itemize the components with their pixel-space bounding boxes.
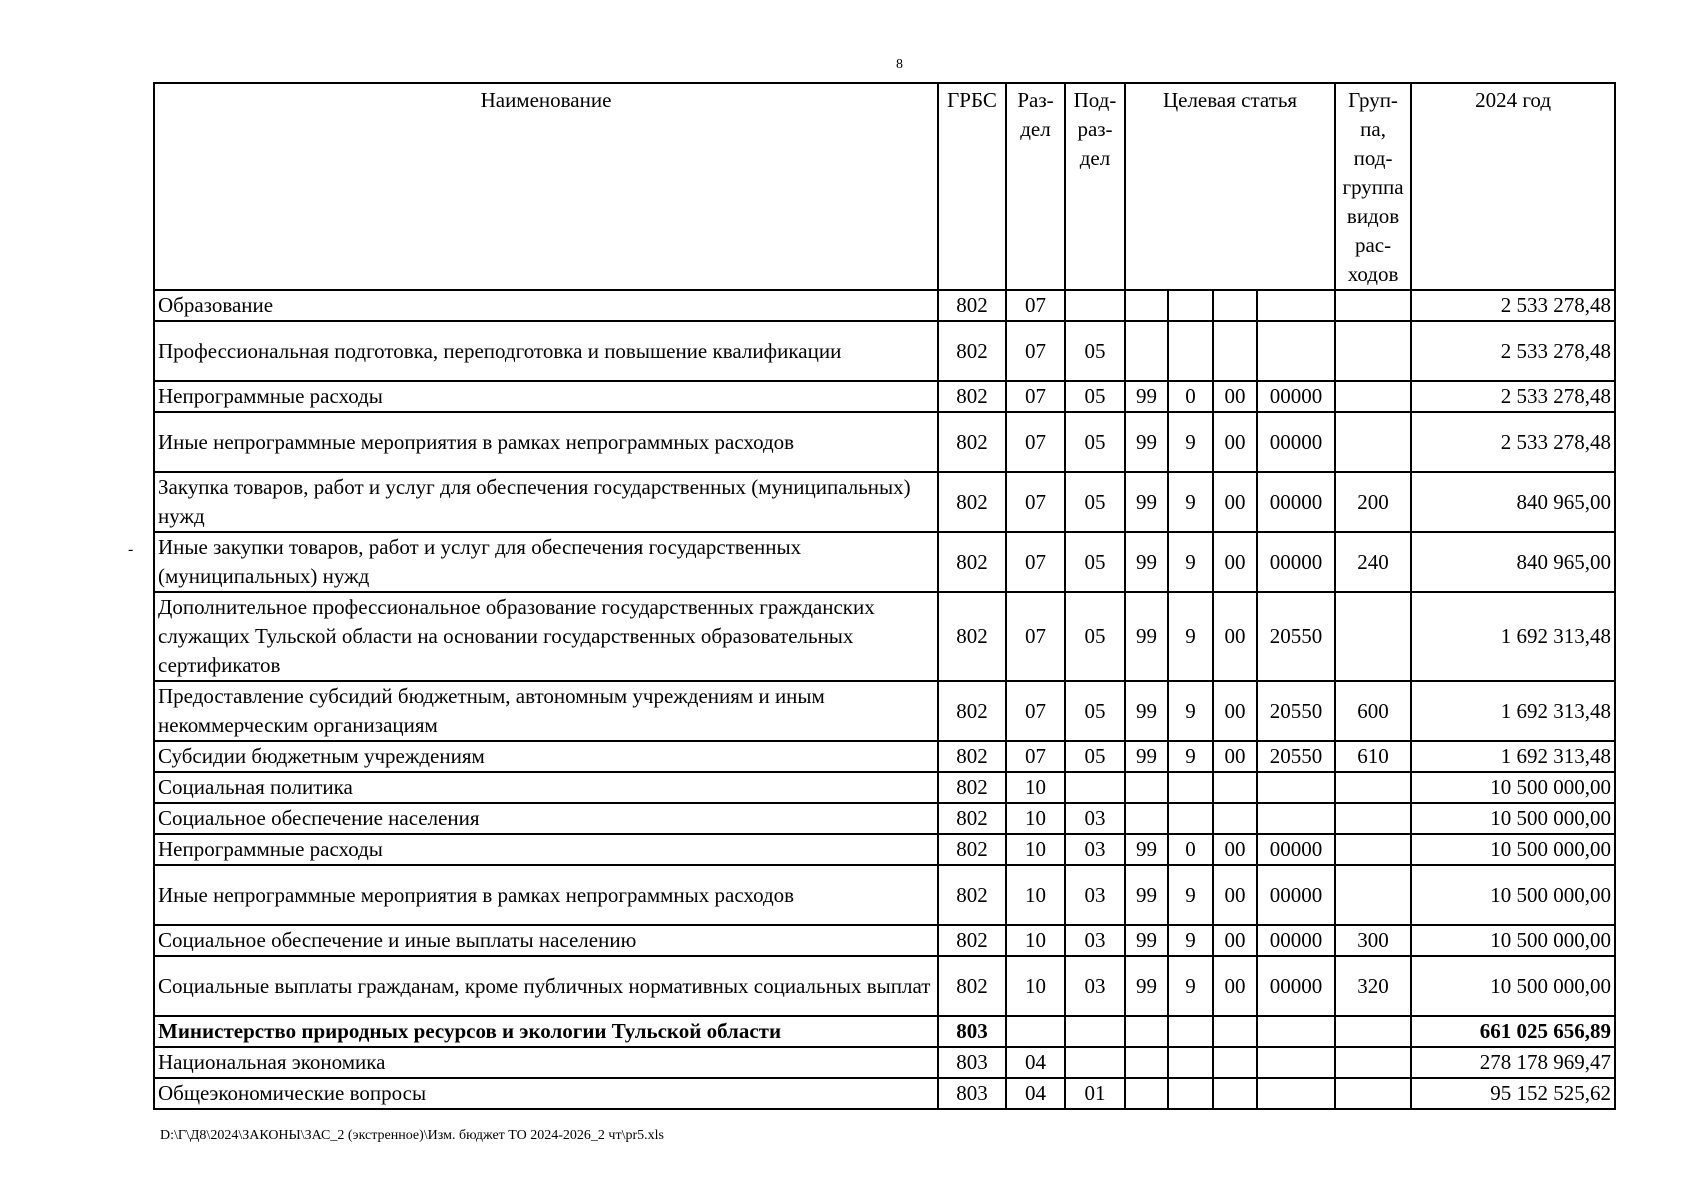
- row-name: Министерство природных ресурсов и экологии Тульской области: [154, 1016, 938, 1047]
- row-expense-group: [1335, 412, 1411, 472]
- row-target-main-event: [1213, 803, 1257, 834]
- row-razdel: 10: [1006, 865, 1065, 925]
- table-body: [154, 290, 1615, 1109]
- row-name: Социальное обеспечение и иные выплаты населению: [154, 925, 938, 956]
- row-amount-2024: 10 500 000,00: [1411, 865, 1615, 925]
- row-amount-2024: 2 533 278,48: [1411, 381, 1615, 412]
- row-target-direction: 00000: [1257, 925, 1335, 956]
- row-target-program: 99: [1125, 925, 1168, 956]
- table-row: [154, 925, 1615, 956]
- row-target-main-event: 00: [1213, 741, 1257, 772]
- row-target-main-event: 00: [1213, 472, 1257, 532]
- row-target-main-event: 00: [1213, 592, 1257, 681]
- table-row: [154, 381, 1615, 412]
- row-target-direction: 00000: [1257, 381, 1335, 412]
- row-amount-2024: 1 692 313,48: [1411, 681, 1615, 741]
- row-razdel: 07: [1006, 681, 1065, 741]
- row-name: Непрограммные расходы: [154, 834, 938, 865]
- row-name: Социальные выплаты гражданам, кроме публичных нормативных социальных выплат: [154, 956, 938, 1016]
- row-target-main-event: 00: [1213, 681, 1257, 741]
- row-expense-group: 600: [1335, 681, 1411, 741]
- row-razdel: 07: [1006, 472, 1065, 532]
- row-target-subprogram: 9: [1168, 412, 1213, 472]
- row-target-direction: [1257, 1047, 1335, 1078]
- row-name: Субсидии бюджетным учреждениям: [154, 741, 938, 772]
- row-razdel: 10: [1006, 803, 1065, 834]
- header-gruppa: Груп- па, под- группа видов рас- ходов: [1335, 83, 1411, 290]
- row-expense-group: [1335, 865, 1411, 925]
- row-target-subprogram: [1168, 1047, 1213, 1078]
- row-grbs: 803: [938, 1078, 1006, 1109]
- row-target-direction: [1257, 1078, 1335, 1109]
- row-target-subprogram: [1168, 321, 1213, 381]
- row-grbs: 802: [938, 741, 1006, 772]
- row-name: Социальное обеспечение населения: [154, 803, 938, 834]
- row-razdel: 07: [1006, 381, 1065, 412]
- row-expense-group: [1335, 1016, 1411, 1047]
- row-podrazdel: [1065, 772, 1125, 803]
- row-target-main-event: [1213, 290, 1257, 321]
- row-grbs: 802: [938, 956, 1006, 1016]
- row-target-program: 99: [1125, 532, 1168, 592]
- table-row: [154, 592, 1615, 681]
- row-target-subprogram: 9: [1168, 472, 1213, 532]
- row-grbs: 802: [938, 772, 1006, 803]
- row-podrazdel: 05: [1065, 472, 1125, 532]
- row-target-program: [1125, 1016, 1168, 1047]
- header-celevaya-statya: Целевая статья: [1125, 83, 1335, 290]
- row-podrazdel: 05: [1065, 681, 1125, 741]
- table-row: [154, 741, 1615, 772]
- header-name: Наименование: [154, 83, 938, 290]
- row-razdel: 07: [1006, 592, 1065, 681]
- row-target-direction: 20550: [1257, 681, 1335, 741]
- row-expense-group: 320: [1335, 956, 1411, 1016]
- row-target-main-event: [1213, 1016, 1257, 1047]
- row-grbs: 802: [938, 803, 1006, 834]
- row-target-subprogram: [1168, 803, 1213, 834]
- row-podrazdel: 03: [1065, 865, 1125, 925]
- header-row: [154, 83, 1615, 290]
- row-podrazdel: 05: [1065, 321, 1125, 381]
- row-grbs: 802: [938, 834, 1006, 865]
- table-row: [154, 290, 1615, 321]
- table-row: [154, 1016, 1615, 1047]
- row-target-program: 99: [1125, 956, 1168, 1016]
- row-podrazdel: [1065, 1047, 1125, 1078]
- table-row: [154, 956, 1615, 1016]
- table-row: [154, 834, 1615, 865]
- row-expense-group: 240: [1335, 532, 1411, 592]
- row-amount-2024: 1 692 313,48: [1411, 592, 1615, 681]
- row-razdel: 07: [1006, 412, 1065, 472]
- table-row: [154, 865, 1615, 925]
- row-grbs: 803: [938, 1047, 1006, 1078]
- row-target-subprogram: 9: [1168, 681, 1213, 741]
- row-podrazdel: 01: [1065, 1078, 1125, 1109]
- table-row: [154, 472, 1615, 532]
- row-name: Иные непрограммные мероприятия в рамках непрограммных расходов: [154, 412, 938, 472]
- row-podrazdel: 05: [1065, 592, 1125, 681]
- row-target-program: 99: [1125, 741, 1168, 772]
- row-expense-group: [1335, 321, 1411, 381]
- table-row: [154, 1078, 1615, 1109]
- header-razdel: Раз- дел: [1006, 83, 1065, 290]
- header-year: 2024 год: [1411, 83, 1615, 290]
- row-target-direction: 00000: [1257, 956, 1335, 1016]
- row-target-program: 99: [1125, 412, 1168, 472]
- row-razdel: 04: [1006, 1047, 1065, 1078]
- row-podrazdel: 03: [1065, 956, 1125, 1016]
- row-target-subprogram: [1168, 1016, 1213, 1047]
- row-podrazdel: [1065, 290, 1125, 321]
- row-target-program: 99: [1125, 865, 1168, 925]
- margin-mark: -: [128, 541, 134, 558]
- row-expense-group: [1335, 772, 1411, 803]
- header-podrazdel: Под- раз- дел: [1065, 83, 1125, 290]
- row-target-program: [1125, 321, 1168, 381]
- row-razdel: 10: [1006, 834, 1065, 865]
- row-target-direction: [1257, 803, 1335, 834]
- row-razdel: 07: [1006, 321, 1065, 381]
- row-target-main-event: [1213, 1078, 1257, 1109]
- row-name: Предоставление субсидий бюджетным, автономным учреждениям и иным некоммерческим организациям: [154, 681, 938, 741]
- row-amount-2024: 10 500 000,00: [1411, 772, 1615, 803]
- row-target-subprogram: 9: [1168, 956, 1213, 1016]
- row-name: Общеэкономические вопросы: [154, 1078, 938, 1109]
- row-target-direction: 00000: [1257, 834, 1335, 865]
- row-expense-group: [1335, 290, 1411, 321]
- row-name: Дополнительное профессиональное образование государственных гражданских служащих Тульской области на основании государственных образовательных сертификатов: [154, 592, 938, 681]
- row-podrazdel: 05: [1065, 381, 1125, 412]
- row-grbs: 802: [938, 412, 1006, 472]
- row-grbs: 802: [938, 532, 1006, 592]
- table-row: [154, 412, 1615, 472]
- row-podrazdel: 05: [1065, 741, 1125, 772]
- row-amount-2024: 2 533 278,48: [1411, 290, 1615, 321]
- row-amount-2024: 2 533 278,48: [1411, 321, 1615, 381]
- row-name: Образование: [154, 290, 938, 321]
- row-target-main-event: 00: [1213, 925, 1257, 956]
- row-target-subprogram: 9: [1168, 925, 1213, 956]
- row-expense-group: 610: [1335, 741, 1411, 772]
- row-target-subprogram: 9: [1168, 532, 1213, 592]
- row-target-subprogram: [1168, 290, 1213, 321]
- row-target-direction: 00000: [1257, 865, 1335, 925]
- row-expense-group: [1335, 592, 1411, 681]
- row-grbs: 802: [938, 472, 1006, 532]
- row-target-main-event: 00: [1213, 381, 1257, 412]
- row-target-program: 99: [1125, 834, 1168, 865]
- row-target-direction: [1257, 290, 1335, 321]
- row-grbs: 802: [938, 681, 1006, 741]
- row-grbs: 802: [938, 321, 1006, 381]
- row-target-subprogram: 9: [1168, 865, 1213, 925]
- row-name: Национальная экономика: [154, 1047, 938, 1078]
- row-grbs: 802: [938, 381, 1006, 412]
- row-name: Социальная политика: [154, 772, 938, 803]
- row-name: Непрограммные расходы: [154, 381, 938, 412]
- row-target-subprogram: 0: [1168, 381, 1213, 412]
- row-target-subprogram: 9: [1168, 592, 1213, 681]
- row-razdel: 10: [1006, 925, 1065, 956]
- row-name: Закупка товаров, работ и услуг для обеспечения государственных (муниципальных) нужд: [154, 472, 938, 532]
- row-podrazdel: [1065, 1016, 1125, 1047]
- row-target-main-event: 00: [1213, 412, 1257, 472]
- table-row: [154, 803, 1615, 834]
- row-expense-group: [1335, 381, 1411, 412]
- row-target-main-event: [1213, 1047, 1257, 1078]
- row-expense-group: [1335, 803, 1411, 834]
- row-razdel: 07: [1006, 290, 1065, 321]
- table-row: [154, 1047, 1615, 1078]
- row-target-main-event: 00: [1213, 532, 1257, 592]
- header-grbs: ГРБС: [938, 83, 1006, 290]
- row-podrazdel: 05: [1065, 412, 1125, 472]
- row-razdel: [1006, 1016, 1065, 1047]
- row-razdel: 10: [1006, 956, 1065, 1016]
- row-target-subprogram: 0: [1168, 834, 1213, 865]
- row-target-main-event: 00: [1213, 865, 1257, 925]
- row-razdel: 07: [1006, 532, 1065, 592]
- row-expense-group: [1335, 1047, 1411, 1078]
- row-target-direction: [1257, 321, 1335, 381]
- row-amount-2024: 2 533 278,48: [1411, 412, 1615, 472]
- row-expense-group: 300: [1335, 925, 1411, 956]
- row-target-main-event: 00: [1213, 834, 1257, 865]
- row-target-main-event: [1213, 772, 1257, 803]
- row-target-subprogram: [1168, 1078, 1213, 1109]
- row-target-direction: 20550: [1257, 592, 1335, 681]
- table-row: [154, 532, 1615, 592]
- budget-table: [153, 82, 1616, 1110]
- row-target-program: [1125, 290, 1168, 321]
- row-amount-2024: 10 500 000,00: [1411, 956, 1615, 1016]
- row-grbs: 803: [938, 1016, 1006, 1047]
- row-target-direction: 00000: [1257, 532, 1335, 592]
- row-amount-2024: 278 178 969,47: [1411, 1047, 1615, 1078]
- row-podrazdel: 03: [1065, 834, 1125, 865]
- row-podrazdel: 03: [1065, 925, 1125, 956]
- row-podrazdel: 03: [1065, 803, 1125, 834]
- row-target-subprogram: [1168, 772, 1213, 803]
- row-amount-2024: 840 965,00: [1411, 472, 1615, 532]
- footer-file-path: D:\Г\Д8\2024\ЗАКОНЫ\ЗАС_2 (экстренное)\Изм. бюджет ТО 2024-2026_2 чт\pr5.xls: [160, 1128, 664, 1143]
- row-razdel: 04: [1006, 1078, 1065, 1109]
- row-grbs: 802: [938, 865, 1006, 925]
- row-amount-2024: 1 692 313,48: [1411, 741, 1615, 772]
- row-amount-2024: 661 025 656,89: [1411, 1016, 1615, 1047]
- row-target-direction: [1257, 772, 1335, 803]
- row-razdel: 07: [1006, 741, 1065, 772]
- row-grbs: 802: [938, 925, 1006, 956]
- row-target-program: 99: [1125, 472, 1168, 532]
- row-target-direction: 00000: [1257, 472, 1335, 532]
- table-row: [154, 772, 1615, 803]
- row-target-program: [1125, 772, 1168, 803]
- row-target-program: [1125, 1047, 1168, 1078]
- row-amount-2024: 10 500 000,00: [1411, 803, 1615, 834]
- row-target-direction: 00000: [1257, 412, 1335, 472]
- table-row: [154, 321, 1615, 381]
- row-expense-group: [1335, 1078, 1411, 1109]
- row-name: Профессиональная подготовка, переподготовка и повышение квалификации: [154, 321, 938, 381]
- row-target-subprogram: 9: [1168, 741, 1213, 772]
- row-target-program: 99: [1125, 592, 1168, 681]
- row-target-main-event: [1213, 321, 1257, 381]
- page-number: 8: [896, 57, 903, 72]
- row-name: Иные закупки товаров, работ и услуг для обеспечения государственных (муниципальных) нужд: [154, 532, 938, 592]
- row-razdel: 10: [1006, 772, 1065, 803]
- row-target-program: [1125, 1078, 1168, 1109]
- table-row: [154, 681, 1615, 741]
- row-target-program: [1125, 803, 1168, 834]
- row-target-direction: 20550: [1257, 741, 1335, 772]
- row-target-program: 99: [1125, 681, 1168, 741]
- row-name: Иные непрограммные мероприятия в рамках непрограммных расходов: [154, 865, 938, 925]
- row-amount-2024: 10 500 000,00: [1411, 925, 1615, 956]
- row-amount-2024: 840 965,00: [1411, 532, 1615, 592]
- row-grbs: 802: [938, 592, 1006, 681]
- row-expense-group: 200: [1335, 472, 1411, 532]
- row-podrazdel: 05: [1065, 532, 1125, 592]
- row-expense-group: [1335, 834, 1411, 865]
- row-amount-2024: 95 152 525,62: [1411, 1078, 1615, 1109]
- row-target-program: 99: [1125, 381, 1168, 412]
- row-grbs: 802: [938, 290, 1006, 321]
- row-amount-2024: 10 500 000,00: [1411, 834, 1615, 865]
- row-target-direction: [1257, 1016, 1335, 1047]
- row-target-main-event: 00: [1213, 956, 1257, 1016]
